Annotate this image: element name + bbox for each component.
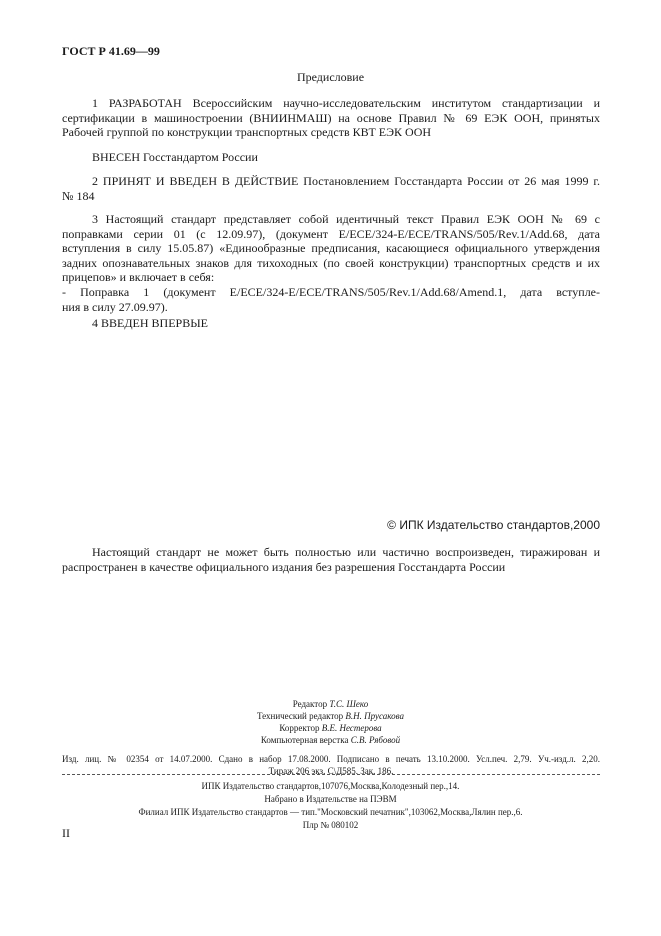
imprint-line: Изд. лиц. № 02354 от 14.07.2000. Сдано в набор 17.08.2000. Подписано в печать 13.10.2000. Усл.печ. 2,79. Уч.-изд.л. 2,20. [62,754,600,764]
paragraph-line: 3 Настоящий стандарт представляет собой идентичный текст Правил ЕЭК ООН № 69 с [92,212,600,226]
credit-name: В.Е. Нестерова [321,723,382,733]
publisher-line: Набрано в Издательстве на ПЭВМ [264,794,397,804]
credit-tech-editor [0,710,661,722]
credit-role: Компьютерная верстка [260,735,349,745]
preface-title: Предисловие [296,70,365,84]
paragraph-adopted [62,174,600,203]
paragraph-line: поправками серии 01 (с 12.09.97), (документ E/ECE/324-E/ECE/TRANS/505/Rev.1/Add.68, дата [62,226,600,241]
credit-proofreader [0,722,661,734]
copyright-line: © ИПК Издательство стандартов,2000 [387,518,600,532]
paragraph-line: 2 ПРИНЯТ И ВВЕДЕН В ДЕЙСТВИЕ Постановлением Госстандарта России от 26 мая 1999 г. [92,174,600,188]
paragraph-line: Рабочей группой по конструкции транспортных средств КВТ ЕЭК ООН [62,125,432,140]
credit-role: Технический редактор [256,711,344,721]
paragraph-identical-text [62,212,600,314]
editorial-credits [0,698,661,746]
publisher-line: ИПК Издательство стандартов,107076,Москва,Колодезный пер.,14. [201,781,460,791]
imprint-line: Тираж 206 экз. С\Д585. Зак. 186. [268,766,394,776]
credit-name: В.Н. Прусакова [345,711,405,721]
standard-code-header: ГОСТ Р 41.69—99 [62,44,160,58]
notice-line: Настоящий стандарт не может быть полностью или частично воспроизведен, тиражирован и [92,545,600,559]
paragraph-first-introduced: 4 ВВЕДЕН ВПЕРВЫЕ [92,316,208,330]
page-number: II [62,826,70,840]
paragraph-line: задних опознавательных знаков для тихоходных (по своей конструкции) транспортных средств и их [62,255,600,270]
credit-name: Т.С. Шеко [329,699,369,709]
credit-name: С.В. Рябовой [350,735,401,745]
paragraph-line: сертификации в машиностроении (ВНИИНМАШ) на основе Правил № 69 ЕЭК ООН, принятых [62,110,600,125]
paragraph-line: - Поправка 1 (документ E/ECE/324-E/ECE/TRANS/505/Rev.1/Add.68/Amend.1, дата вступле- [62,284,600,299]
paragraph-introduced-by: ВНЕСЕН Госстандартом России [92,150,258,164]
paragraph-line: прицепов» и включает в себя: [62,270,215,285]
credit-role: Редактор [292,699,328,709]
paragraph-line: вступления в силу 15.05.87) «Единообразные предписания, касающиеся официального утверждения [62,241,600,256]
paragraph-line: № 184 [62,188,95,203]
notice-line: распространен в качестве официального издания без разрешения Госстандарта России [62,560,506,574]
credit-role: Корректор [279,723,320,733]
dashed-divider [62,774,600,775]
publisher-line: Плр № 080102 [302,820,359,830]
publisher-info [0,780,661,832]
paragraph-line: 1 РАЗРАБОТАН Всероссийским научно-исследовательским институтом стандартизации и [92,96,600,110]
paragraph-line: ния в силу 27.09.97). [62,299,168,314]
credit-editor [0,698,661,710]
paragraph-developed [62,96,600,140]
reproduction-notice [62,545,600,575]
credit-layout [0,734,661,746]
publisher-line: Филиал ИПК Издательство стандартов — тип."Московский печатник",103062,Москва,Лялин пер.,6. [138,807,523,817]
